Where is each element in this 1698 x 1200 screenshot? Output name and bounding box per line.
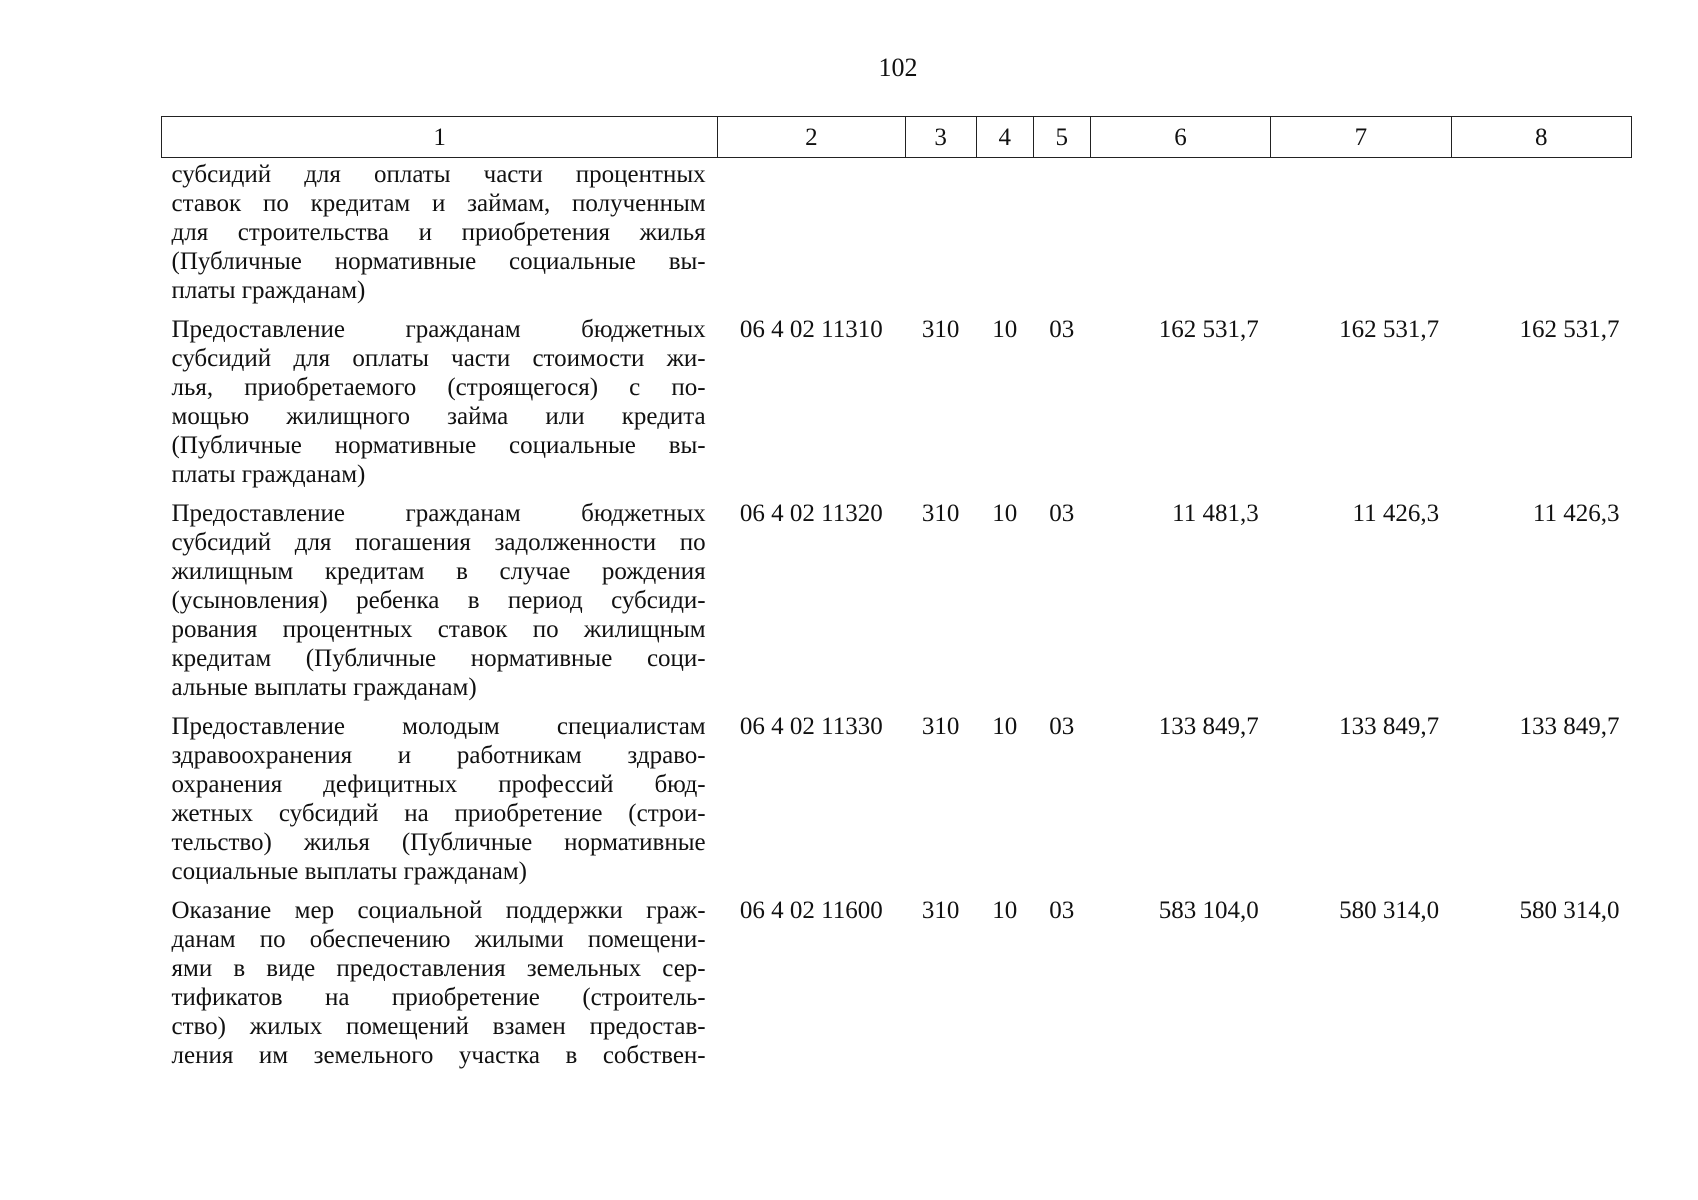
row-description (162, 499, 718, 712)
row-amount-col7: 162 531,7 (1339, 316, 1440, 343)
row-amount-col7: 580 314,0 (1339, 897, 1440, 924)
table-row (162, 315, 1632, 499)
table-row (162, 896, 1632, 1080)
row-target-code: 06 4 02 11310 (739, 316, 883, 343)
description-line: жетных субсидий на приобретение (строи- (171, 800, 706, 827)
description-line: здравоохранения и работникам здраво- (171, 742, 706, 769)
row-amount-col8: 580 314,0 (1519, 897, 1620, 924)
header-cell-7: 7 (1271, 117, 1451, 158)
row-amount-col6: 11 481,3 (1172, 500, 1259, 527)
description-line: тификатов на приобретение (строитель- (171, 984, 706, 1011)
budget-table (161, 116, 1632, 1080)
description-line: социальные выплаты гражданам) (171, 858, 528, 885)
description-line: Предоставление гражданам бюджетных (171, 500, 706, 527)
description-line: (усыновления) ребенка в период субсиди- (171, 587, 706, 614)
row-target-code: 06 4 02 11320 (739, 500, 883, 527)
table-row (162, 712, 1632, 896)
description-line: платы гражданам) (171, 461, 366, 488)
row-section: 10 (992, 316, 1018, 343)
page-number: 102 (878, 53, 918, 82)
description-line: жилищным кредитам в случае рождения (171, 558, 706, 585)
row-amount-col8: 11 426,3 (1532, 500, 1620, 527)
row-amount-col6: 583 104,0 (1158, 897, 1259, 924)
description-line: ставок по кредитам и займам, полученным (171, 190, 706, 217)
row-section (976, 158, 1033, 316)
description-line: ство) жилых помещений взамен предостав- (171, 1013, 706, 1040)
row-amount-col7 (1271, 158, 1451, 316)
description-line: охранения дефицитных профессий бюд- (171, 771, 706, 798)
row-expense-type: 310 (921, 316, 960, 343)
description-line: лья, приобретаемого (строящегося) с по- (171, 374, 706, 401)
description-line: Предоставление молодым специалистам (171, 713, 706, 740)
header-cell-8: 8 (1451, 117, 1631, 158)
row-target-code: 06 4 02 11330 (739, 713, 883, 740)
description-line: (Публичные нормативные социальные вы- (171, 432, 706, 459)
description-line: рования процентных ставок по жилищным (171, 616, 706, 643)
header-cell-6: 6 (1090, 117, 1270, 158)
row-subsection (1033, 158, 1090, 316)
row-amount-col7: 133 849,7 (1339, 713, 1440, 740)
header-cell-2: 2 (718, 117, 905, 158)
header-cell-5: 5 (1033, 117, 1090, 158)
header-cell-3: 3 (905, 117, 976, 158)
row-amount-col6: 162 531,7 (1158, 316, 1259, 343)
row-section: 10 (992, 713, 1018, 740)
description-line: Оказание мер социальной поддержки граж- (171, 897, 706, 924)
description-line: платы гражданам) (171, 277, 366, 304)
row-amount-col6: 133 849,7 (1158, 713, 1259, 740)
row-amount-col6 (1090, 158, 1270, 316)
row-amount-col8: 162 531,7 (1519, 316, 1620, 343)
description-line: субсидий для оплаты части стоимости жи- (171, 345, 706, 372)
description-line: кредитам (Публичные нормативные соци- (171, 645, 706, 672)
row-section: 10 (992, 897, 1018, 924)
row-expense-type: 310 (921, 897, 960, 924)
row-target-code (718, 158, 905, 316)
row-target-code: 06 4 02 11600 (739, 897, 883, 924)
row-expense-type: 310 (921, 713, 960, 740)
row-amount-col8 (1451, 158, 1631, 316)
header-cell-4: 4 (976, 117, 1033, 158)
description-line: субсидий для оплаты части процентных (171, 161, 706, 188)
description-line: субсидий для погашения задолженности по (171, 529, 706, 556)
row-section: 10 (992, 500, 1018, 527)
row-subsection: 03 (1049, 897, 1075, 924)
row-description (162, 315, 718, 499)
description-line: (Публичные нормативные социальные вы- (171, 248, 706, 275)
header-cell-1: 1 (162, 117, 718, 158)
row-description (162, 712, 718, 896)
row-amount-col8: 133 849,7 (1519, 713, 1620, 740)
description-line: данам по обеспечению жилыми помещени- (171, 926, 706, 953)
table-header (162, 117, 1632, 158)
description-line: ления им земельного участка в собствен- (171, 1042, 706, 1069)
table-body (162, 158, 1632, 1081)
description-line: ями в виде предоставления земельных сер- (171, 955, 706, 982)
row-amount-col7: 11 426,3 (1352, 500, 1440, 527)
description-line: мощью жилищного займа или кредита (171, 403, 706, 430)
row-expense-type (905, 158, 976, 316)
description-line: Предоставление гражданам бюджетных (171, 316, 706, 343)
row-expense-type: 310 (921, 500, 960, 527)
row-description (162, 158, 718, 316)
row-description (162, 896, 718, 1080)
table-row (162, 499, 1632, 712)
row-subsection: 03 (1049, 713, 1075, 740)
header-row (162, 117, 1632, 158)
row-subsection: 03 (1049, 500, 1075, 527)
description-line: тельство) жилья (Публичные нормативные (171, 829, 706, 856)
description-line: альные выплаты гражданам) (171, 674, 477, 701)
row-subsection: 03 (1049, 316, 1075, 343)
description-line: для строительства и приобретения жилья (171, 219, 706, 246)
table-row (162, 158, 1632, 316)
